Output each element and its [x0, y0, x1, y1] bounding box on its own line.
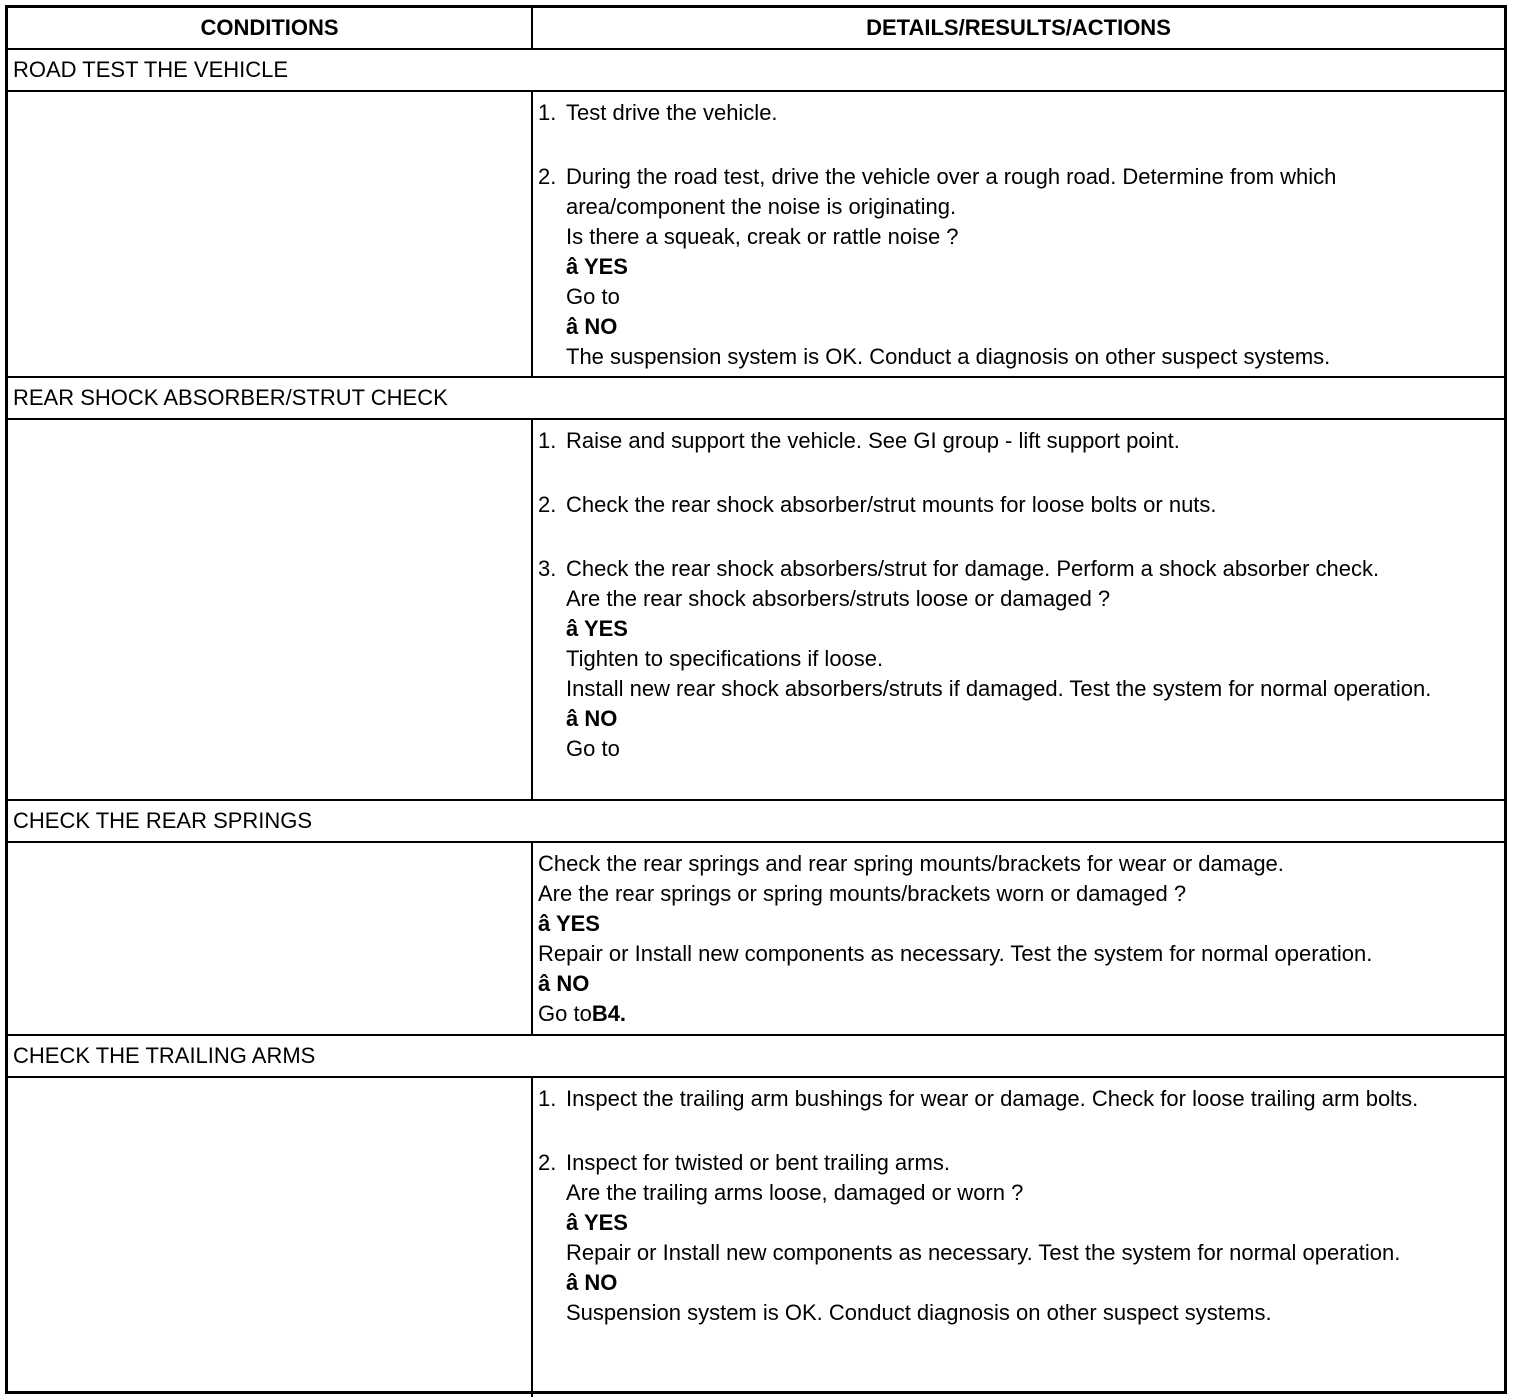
go-to-reference[interactable]: B4. [591, 1001, 627, 1026]
yes-label: â YES [566, 254, 628, 279]
yes-label: â YES [566, 1210, 628, 1235]
step-text: Check the rear shock absorber/strut mounts for loose bolts or nuts. [566, 492, 1217, 517]
column-divider [531, 1076, 533, 1397]
no-label: â NO [566, 1270, 618, 1295]
yes-text: Go to [566, 284, 620, 309]
step [538, 426, 1496, 456]
diagnostic-table [5, 5, 1507, 1394]
step-question: Is there a squeak, creak or rattle noise ? [566, 224, 959, 249]
step-number: 1. [538, 1086, 557, 1111]
section-trailing-arms-details [538, 1084, 1496, 1328]
step-text: Test drive the vehicle. [566, 100, 778, 125]
no-label: â NO [566, 706, 618, 731]
section-title-trailing-arms: CHECK THE TRAILING ARMS [13, 1043, 316, 1068]
no-label: â NO [566, 314, 618, 339]
section-shock-check-details [538, 426, 1496, 764]
step-number: 2. [538, 492, 557, 517]
step-text: Inspect for twisted or bent trailing arms. [566, 1150, 950, 1175]
step-text: Raise and support the vehicle. See GI group - lift support point. [566, 428, 1180, 453]
header-conditions: CONDITIONS [200, 15, 339, 40]
yes-text: Install new rear shock absorbers/struts if damaged. Test the system for normal operation. [566, 676, 1432, 701]
no-text [538, 999, 1496, 1029]
column-divider [531, 841, 533, 1036]
section-road-test-details [538, 98, 1496, 372]
step-number: 2. [538, 164, 557, 189]
no-text-prefix: Go to [538, 1001, 592, 1026]
step [538, 1148, 1496, 1328]
yes-text: Repair or Install new components as necessary. Test the system for normal operation. [566, 1240, 1401, 1265]
step-number: 3. [538, 556, 557, 581]
row-divider [8, 1076, 1504, 1078]
no-label: â NO [538, 971, 590, 996]
step-question: Are the rear shock absorbers/struts loose or damaged ? [566, 586, 1111, 611]
section-title-shock-check: REAR SHOCK ABSORBER/STRUT CHECK [13, 385, 448, 410]
row-divider [8, 841, 1504, 843]
yes-label: â YES [566, 616, 628, 641]
step [538, 162, 1496, 372]
step-text: Inspect the trailing arm bushings for wear or damage. Check for loose trailing arm bolts. [566, 1086, 1419, 1111]
row-divider [8, 48, 1504, 50]
column-divider [531, 418, 533, 801]
step-number: 1. [538, 428, 557, 453]
yes-text: Tighten to specifications if loose. [566, 646, 884, 671]
step [538, 490, 1496, 520]
step [538, 98, 1496, 128]
step-text: During the road test, drive the vehicle over a rough road. Determine from which area/component the noise is originating. [566, 164, 1337, 219]
yes-text: Repair or Install new components as necessary. Test the system for normal operation. [538, 941, 1373, 966]
section-title-rear-springs: CHECK THE REAR SPRINGS [13, 808, 313, 833]
yes-label: â YES [538, 911, 600, 936]
row-divider [8, 418, 1504, 420]
step-number: 2. [538, 1150, 557, 1175]
no-text: Go to [566, 736, 620, 761]
row-divider [8, 376, 1504, 378]
step [538, 1084, 1496, 1114]
step-question: Are the trailing arms loose, damaged or worn ? [566, 1180, 1024, 1205]
check-question: Are the rear springs or spring mounts/brackets worn or damaged ? [538, 881, 1187, 906]
header-details: DETAILS/RESULTS/ACTIONS [866, 15, 1171, 40]
step [538, 554, 1496, 764]
section-title-road-test: ROAD TEST THE VEHICLE [13, 57, 289, 82]
column-divider [531, 90, 533, 378]
no-text: Suspension system is OK. Conduct diagnosis on other suspect systems. [566, 1300, 1272, 1325]
row-divider [8, 1034, 1504, 1036]
step-text: Check the rear shock absorbers/strut for damage. Perform a shock absorber check. [566, 556, 1380, 581]
column-divider [531, 8, 533, 50]
section-rear-springs-details [538, 849, 1496, 1029]
step-number: 1. [538, 100, 557, 125]
no-text: The suspension system is OK. Conduct a diagnosis on other suspect systems. [566, 344, 1331, 369]
row-divider [8, 799, 1504, 801]
row-divider [8, 90, 1504, 92]
check-text: Check the rear springs and rear spring mounts/brackets for wear or damage. [538, 851, 1284, 876]
